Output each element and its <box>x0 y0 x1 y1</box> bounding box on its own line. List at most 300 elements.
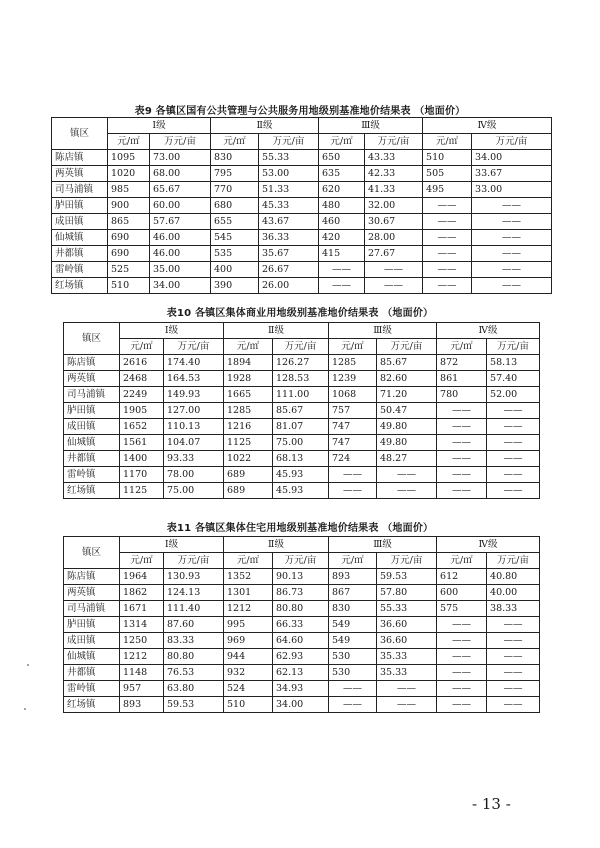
price-cell: 690 <box>108 230 150 246</box>
price-cell: —— <box>437 435 487 451</box>
header-level-4: Ⅳ级 <box>423 118 552 134</box>
header-level-4: Ⅳ级 <box>437 537 540 553</box>
price-cell: 34.00 <box>472 150 552 166</box>
price-cell: 985 <box>108 182 150 198</box>
price-cell: 36.60 <box>377 617 437 633</box>
town-name-cell: 陈店镇 <box>64 355 120 371</box>
price-cell: —— <box>329 467 377 483</box>
table-row <box>64 633 540 649</box>
price-cell: 46.00 <box>150 246 211 262</box>
table-row <box>64 467 540 483</box>
price-cell: 1285 <box>224 403 273 419</box>
price-cell: —— <box>437 649 487 665</box>
price-cell: 46.00 <box>150 230 211 246</box>
header-unit-wanyuan-per-mu: 万元/亩 <box>365 134 423 150</box>
price-cell: 80.80 <box>164 649 224 665</box>
table-unit-row <box>52 134 552 150</box>
price-cell: 545 <box>211 230 259 246</box>
price-cell: —— <box>329 697 377 713</box>
town-name-cell: 仙城镇 <box>52 230 108 246</box>
price-cell: —— <box>437 419 487 435</box>
price-cell: —— <box>365 278 423 294</box>
price-cell: —— <box>423 198 472 214</box>
price-cell: 995 <box>224 617 273 633</box>
header-unit-yuan-per-sqm: 元/㎡ <box>329 339 377 355</box>
town-name-cell: 井都镇 <box>64 665 120 681</box>
header-unit-yuan-per-sqm: 元/㎡ <box>329 553 377 569</box>
price-cell: 505 <box>423 166 472 182</box>
price-cell: —— <box>487 649 540 665</box>
header-level-4: Ⅳ级 <box>437 323 540 339</box>
price-cell: 35.33 <box>377 649 437 665</box>
price-cell: —— <box>423 262 472 278</box>
header-unit-wanyuan-per-mu: 万元/亩 <box>377 339 437 355</box>
table-row <box>52 166 552 182</box>
price-cell: —— <box>437 467 487 483</box>
price-cell: 1170 <box>120 467 164 483</box>
price-cell: —— <box>487 435 540 451</box>
price-cell: —— <box>487 403 540 419</box>
price-cell: —— <box>437 681 487 697</box>
price-cell: 36.33 <box>259 230 319 246</box>
price-cell: 1250 <box>120 633 164 649</box>
price-cell: 1095 <box>108 150 150 166</box>
town-name-cell: 井都镇 <box>52 246 108 262</box>
header-unit-yuan-per-sqm: 元/㎡ <box>437 339 487 355</box>
price-cell: —— <box>437 633 487 649</box>
price-cell: 1894 <box>224 355 273 371</box>
price-cell: 66.33 <box>273 617 329 633</box>
price-cell: —— <box>487 697 540 713</box>
price-cell: 62.93 <box>273 649 329 665</box>
town-name-cell: 红场镇 <box>52 278 108 294</box>
table-unit-row <box>64 553 540 569</box>
price-cell: 2468 <box>120 371 164 387</box>
town-name-cell: 成田镇 <box>64 419 120 435</box>
price-cell: —— <box>472 278 552 294</box>
header-unit-wanyuan-per-mu: 万元/亩 <box>273 339 329 355</box>
table-row <box>64 585 540 601</box>
price-cell: 82.60 <box>377 371 437 387</box>
table-row <box>64 387 540 403</box>
table-row <box>64 601 540 617</box>
price-cell: —— <box>377 483 437 499</box>
price-cell: 68.00 <box>150 166 211 182</box>
header-unit-yuan-per-sqm: 元/㎡ <box>120 339 164 355</box>
price-cell: 33.67 <box>472 166 552 182</box>
table-header-row <box>52 118 552 134</box>
price-cell: 68.13 <box>273 451 329 467</box>
price-cell: —— <box>472 214 552 230</box>
price-cell: —— <box>377 467 437 483</box>
price-cell: 861 <box>437 371 487 387</box>
town-name-cell: 胪田镇 <box>64 403 120 419</box>
price-cell: —— <box>472 198 552 214</box>
price-cell: 86.73 <box>273 585 329 601</box>
price-cell: 549 <box>329 633 377 649</box>
price-cell: 124.13 <box>164 585 224 601</box>
price-cell: 49.80 <box>377 419 437 435</box>
price-cell: 30.67 <box>365 214 423 230</box>
header-town-column: 镇区 <box>64 323 120 355</box>
price-cell: 830 <box>211 150 259 166</box>
price-cell: 1400 <box>120 451 164 467</box>
price-cell: 1239 <box>329 371 377 387</box>
price-cell: 73.00 <box>150 150 211 166</box>
price-cell: 75.00 <box>164 483 224 499</box>
price-cell: 510 <box>224 697 273 713</box>
town-name-cell: 雷岭镇 <box>52 262 108 278</box>
price-cell: —— <box>377 697 437 713</box>
price-cell: 52.00 <box>487 387 540 403</box>
price-cell: 1216 <box>224 419 273 435</box>
price-cell: 1352 <box>224 569 273 585</box>
header-level-3: Ⅲ级 <box>329 537 437 553</box>
price-cell: 830 <box>329 601 377 617</box>
price-cell: 87.60 <box>164 617 224 633</box>
price-cell: 130.93 <box>164 569 224 585</box>
price-cell: 680 <box>211 198 259 214</box>
price-cell: 1285 <box>329 355 377 371</box>
price-cell: 957 <box>120 681 164 697</box>
price-cell: 600 <box>437 585 487 601</box>
price-cell: 795 <box>211 166 259 182</box>
table-11-caption: 表11 各镇区集体住宅用地级别基准地价结果表 （地面价） <box>166 523 434 534</box>
price-cell: —— <box>487 451 540 467</box>
town-name-cell: 雷岭镇 <box>64 467 120 483</box>
price-cell: 55.33 <box>377 601 437 617</box>
town-name-cell: 仙城镇 <box>64 649 120 665</box>
header-unit-wanyuan-per-mu: 万元/亩 <box>273 553 329 569</box>
price-cell: 128.53 <box>273 371 329 387</box>
price-cell: 420 <box>319 230 365 246</box>
header-town-column: 镇区 <box>52 118 108 150</box>
price-cell: 524 <box>224 681 273 697</box>
table-row <box>52 246 552 262</box>
header-level-1: Ⅰ级 <box>120 537 224 553</box>
price-cell: 59.53 <box>164 697 224 713</box>
header-unit-wanyuan-per-mu: 万元/亩 <box>259 134 319 150</box>
price-cell: 510 <box>108 278 150 294</box>
header-unit-wanyuan-per-mu: 万元/亩 <box>164 339 224 355</box>
price-cell: 867 <box>329 585 377 601</box>
town-name-cell: 成田镇 <box>64 633 120 649</box>
price-cell: 58.13 <box>487 355 540 371</box>
price-cell: —— <box>472 230 552 246</box>
price-cell: 1652 <box>120 419 164 435</box>
town-name-cell: 成田镇 <box>52 214 108 230</box>
price-cell: —— <box>329 681 377 697</box>
header-unit-wanyuan-per-mu: 万元/亩 <box>377 553 437 569</box>
header-unit-wanyuan-per-mu: 万元/亩 <box>487 339 540 355</box>
table-row <box>64 355 540 371</box>
price-cell: 480 <box>319 198 365 214</box>
price-cell: 32.00 <box>365 198 423 214</box>
price-cell: 1020 <box>108 166 150 182</box>
price-cell: —— <box>437 617 487 633</box>
price-cell: —— <box>437 483 487 499</box>
price-cell: —— <box>472 262 552 278</box>
price-cell: —— <box>437 665 487 681</box>
price-cell: 1212 <box>120 649 164 665</box>
price-cell: 126.27 <box>273 355 329 371</box>
price-cell: 149.93 <box>164 387 224 403</box>
header-level-3: Ⅲ级 <box>319 118 423 134</box>
header-unit-wanyuan-per-mu: 万元/亩 <box>472 134 552 150</box>
table-row <box>52 150 552 166</box>
price-cell: —— <box>472 246 552 262</box>
price-cell: 1905 <box>120 403 164 419</box>
header-level-1: Ⅰ级 <box>108 118 211 134</box>
price-cell: 41.33 <box>365 182 423 198</box>
price-cell: 1665 <box>224 387 273 403</box>
price-cell: 36.60 <box>377 633 437 649</box>
price-cell: 1148 <box>120 665 164 681</box>
price-cell: 757 <box>329 403 377 419</box>
table-header-row <box>64 323 540 339</box>
table-row <box>64 569 540 585</box>
price-cell: 35.67 <box>259 246 319 262</box>
price-cell: 42.33 <box>365 166 423 182</box>
town-name-cell: 仙城镇 <box>64 435 120 451</box>
price-cell: 76.53 <box>164 665 224 681</box>
header-unit-yuan-per-sqm: 元/㎡ <box>120 553 164 569</box>
price-cell: —— <box>319 262 365 278</box>
price-cell: 50.47 <box>377 403 437 419</box>
table-9 <box>51 117 552 294</box>
price-cell: 49.80 <box>377 435 437 451</box>
price-cell: 1301 <box>224 585 273 601</box>
price-cell: 415 <box>319 246 365 262</box>
price-cell: 45.93 <box>273 467 329 483</box>
table-row <box>64 649 540 665</box>
price-cell: 655 <box>211 214 259 230</box>
price-cell: 45.33 <box>259 198 319 214</box>
price-cell: —— <box>487 681 540 697</box>
town-name-cell: 两英镇 <box>64 585 120 601</box>
price-cell: 1561 <box>120 435 164 451</box>
price-cell: —— <box>437 697 487 713</box>
price-cell: 1671 <box>120 601 164 617</box>
price-cell: 612 <box>437 569 487 585</box>
price-cell: 969 <box>224 633 273 649</box>
price-cell: 63.80 <box>164 681 224 697</box>
price-cell: 111.00 <box>273 387 329 403</box>
price-cell: 1125 <box>120 483 164 499</box>
price-cell: 495 <box>423 182 472 198</box>
table-row <box>52 198 552 214</box>
price-cell: 26.67 <box>259 262 319 278</box>
table-row <box>64 371 540 387</box>
price-cell: 944 <box>224 649 273 665</box>
header-unit-yuan-per-sqm: 元/㎡ <box>423 134 472 150</box>
price-cell: 59.53 <box>377 569 437 585</box>
price-cell: 127.00 <box>164 403 224 419</box>
price-cell: 164.53 <box>164 371 224 387</box>
table-row <box>64 451 540 467</box>
header-unit-yuan-per-sqm: 元/㎡ <box>437 553 487 569</box>
price-cell: 26.00 <box>259 278 319 294</box>
price-cell: 40.00 <box>487 585 540 601</box>
table-row <box>52 214 552 230</box>
price-cell: 60.00 <box>150 198 211 214</box>
table-row <box>64 665 540 681</box>
price-cell: 900 <box>108 198 150 214</box>
price-cell: —— <box>423 246 472 262</box>
header-unit-yuan-per-sqm: 元/㎡ <box>108 134 150 150</box>
header-unit-wanyuan-per-mu: 万元/亩 <box>487 553 540 569</box>
price-cell: 1125 <box>224 435 273 451</box>
price-cell: 510 <box>423 150 472 166</box>
price-cell: 689 <box>224 467 273 483</box>
price-cell: —— <box>423 230 472 246</box>
price-cell: 53.00 <box>259 166 319 182</box>
price-cell: —— <box>487 483 540 499</box>
town-name-cell: 两英镇 <box>52 166 108 182</box>
price-cell: 620 <box>319 182 365 198</box>
price-cell: 34.00 <box>150 278 211 294</box>
price-cell: 400 <box>211 262 259 278</box>
table-row <box>52 182 552 198</box>
price-cell: —— <box>423 278 472 294</box>
price-cell: 43.33 <box>365 150 423 166</box>
table-row <box>64 681 540 697</box>
scan-speck <box>24 708 26 710</box>
price-cell: 78.00 <box>164 467 224 483</box>
price-cell: 893 <box>329 569 377 585</box>
table-header-row <box>64 537 540 553</box>
price-cell: 525 <box>108 262 150 278</box>
table-11 <box>63 536 540 713</box>
price-cell: 85.67 <box>273 403 329 419</box>
price-cell: 747 <box>329 435 377 451</box>
table-row <box>52 230 552 246</box>
header-level-1: Ⅰ级 <box>120 323 224 339</box>
table-row <box>52 278 552 294</box>
price-cell: 55.33 <box>259 150 319 166</box>
price-cell: —— <box>365 262 423 278</box>
price-cell: —— <box>487 419 540 435</box>
price-cell: 650 <box>319 150 365 166</box>
price-cell: 535 <box>211 246 259 262</box>
town-name-cell: 陈店镇 <box>52 150 108 166</box>
town-name-cell: 井都镇 <box>64 451 120 467</box>
table-row <box>64 617 540 633</box>
price-cell: 872 <box>437 355 487 371</box>
header-level-2: Ⅱ级 <box>224 537 329 553</box>
price-cell: 174.40 <box>164 355 224 371</box>
header-unit-wanyuan-per-mu: 万元/亩 <box>164 553 224 569</box>
price-cell: 893 <box>120 697 164 713</box>
town-name-cell: 胪田镇 <box>64 617 120 633</box>
price-cell: 27.67 <box>365 246 423 262</box>
price-cell: 1022 <box>224 451 273 467</box>
town-name-cell: 红场镇 <box>64 483 120 499</box>
price-cell: 35.00 <box>150 262 211 278</box>
price-cell: 1862 <box>120 585 164 601</box>
page-number: - 13 - <box>472 795 511 813</box>
price-cell: 35.33 <box>377 665 437 681</box>
price-cell: 85.67 <box>377 355 437 371</box>
price-cell: 40.80 <box>487 569 540 585</box>
header-unit-yuan-per-sqm: 元/㎡ <box>319 134 365 150</box>
price-cell: —— <box>487 633 540 649</box>
price-cell: 51.33 <box>259 182 319 198</box>
price-cell: —— <box>423 214 472 230</box>
price-cell: 1314 <box>120 617 164 633</box>
table-row <box>52 262 552 278</box>
price-cell: 2616 <box>120 355 164 371</box>
header-town-column: 镇区 <box>64 537 120 569</box>
price-cell: 747 <box>329 419 377 435</box>
price-cell: —— <box>487 467 540 483</box>
price-cell: 390 <box>211 278 259 294</box>
price-cell: —— <box>487 665 540 681</box>
price-cell: 62.13 <box>273 665 329 681</box>
price-cell: 530 <box>329 665 377 681</box>
table-row <box>64 419 540 435</box>
price-cell: 111.40 <box>164 601 224 617</box>
price-cell: 64.60 <box>273 633 329 649</box>
price-cell: 690 <box>108 246 150 262</box>
town-name-cell: 司马浦镇 <box>52 182 108 198</box>
header-unit-yuan-per-sqm: 元/㎡ <box>224 339 273 355</box>
scan-speck <box>27 664 29 666</box>
price-cell: 689 <box>224 483 273 499</box>
town-name-cell: 陈店镇 <box>64 569 120 585</box>
header-level-2: Ⅱ级 <box>211 118 319 134</box>
price-cell: 724 <box>329 451 377 467</box>
price-cell: 83.33 <box>164 633 224 649</box>
price-cell: 635 <box>319 166 365 182</box>
price-cell: 34.93 <box>273 681 329 697</box>
table-unit-row <box>64 339 540 355</box>
price-cell: 1068 <box>329 387 377 403</box>
price-cell: 1928 <box>224 371 273 387</box>
price-cell: 80.80 <box>273 601 329 617</box>
price-cell: 110.13 <box>164 419 224 435</box>
town-name-cell: 胪田镇 <box>52 198 108 214</box>
price-cell: 48.27 <box>377 451 437 467</box>
price-cell: 780 <box>437 387 487 403</box>
price-cell: 33.00 <box>472 182 552 198</box>
price-cell: 549 <box>329 617 377 633</box>
price-cell: 38.33 <box>487 601 540 617</box>
price-cell: 93.33 <box>164 451 224 467</box>
price-cell: 1964 <box>120 569 164 585</box>
price-cell: 2249 <box>120 387 164 403</box>
price-cell: 530 <box>329 649 377 665</box>
header-unit-wanyuan-per-mu: 万元/亩 <box>150 134 211 150</box>
price-cell: 90.13 <box>273 569 329 585</box>
header-unit-yuan-per-sqm: 元/㎡ <box>211 134 259 150</box>
price-cell: —— <box>487 617 540 633</box>
table-row <box>64 403 540 419</box>
header-unit-yuan-per-sqm: 元/㎡ <box>224 553 273 569</box>
table-row <box>64 435 540 451</box>
price-cell: 1212 <box>224 601 273 617</box>
price-cell: 865 <box>108 214 150 230</box>
price-cell: 45.93 <box>273 483 329 499</box>
price-cell: 575 <box>437 601 487 617</box>
price-cell: —— <box>329 483 377 499</box>
price-cell: 81.07 <box>273 419 329 435</box>
price-cell: —— <box>437 403 487 419</box>
price-cell: —— <box>377 681 437 697</box>
town-name-cell: 两英镇 <box>64 371 120 387</box>
price-cell: 104.07 <box>164 435 224 451</box>
table-9-caption: 表9 各镇区国有公共管理与公共服务用地级别基准地价结果表 （地面价） <box>134 106 466 117</box>
